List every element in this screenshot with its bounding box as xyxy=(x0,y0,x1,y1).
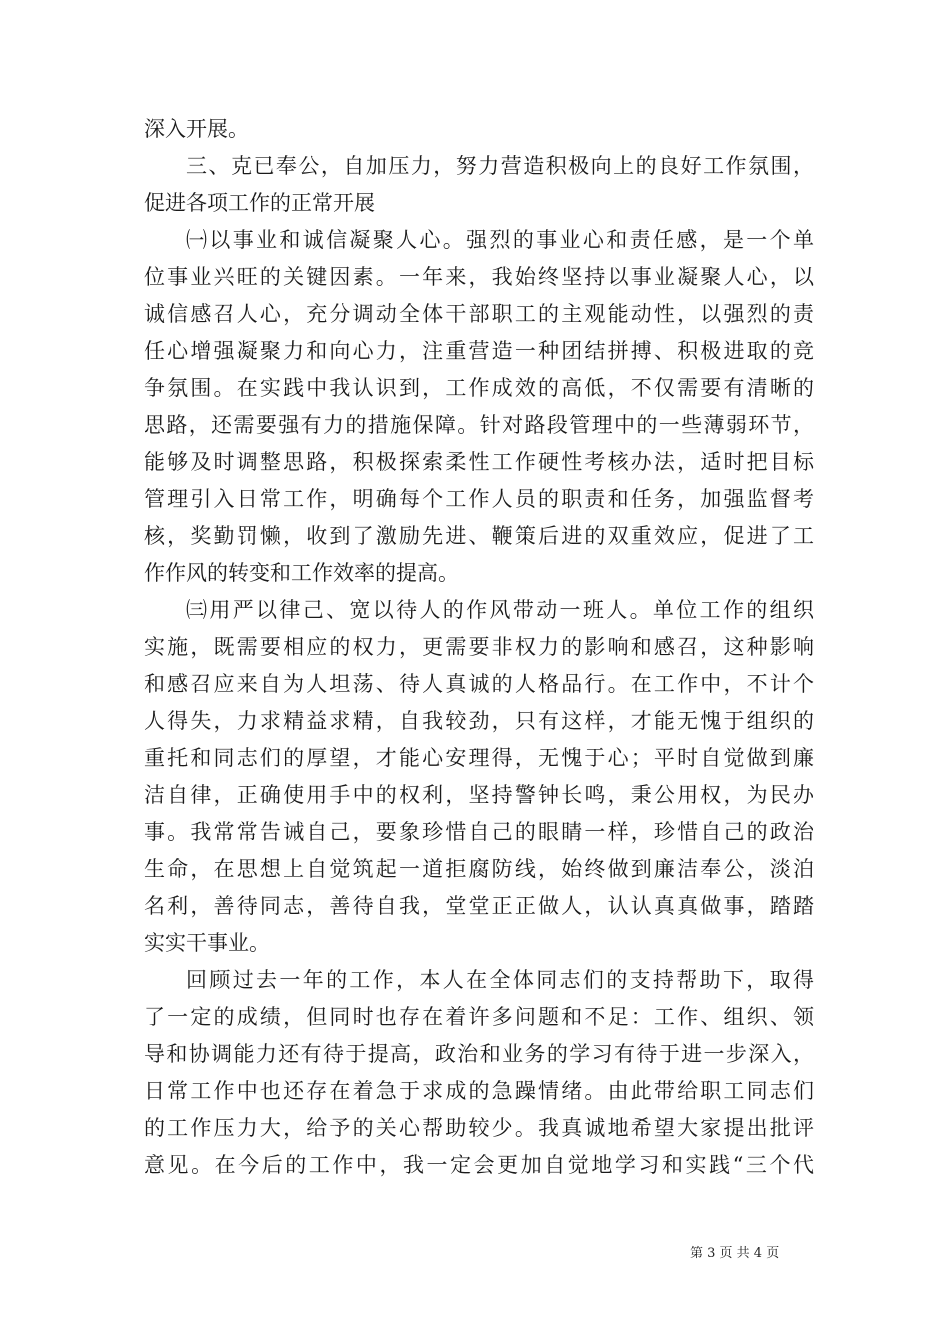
text-line: 作作风的转变和工作效率的提高。 xyxy=(144,561,459,585)
text-line: 日常工作中也还存在着急于求成的急躁情绪。由此带给职工同志们 xyxy=(144,1079,814,1103)
text-line: 事。我常常告诫自己，要象珍惜自己的眼睛一样，珍惜自己的政治 xyxy=(144,820,814,844)
text-line: 深入开展。 xyxy=(144,117,249,141)
text-line: 核，奖勤罚懒，收到了激励先进、鞭策后进的双重效应，促进了工 xyxy=(144,524,814,548)
text-line: 任心增强凝聚力和向心力，注重营造一种团结拼搏、积极进取的竞 xyxy=(144,339,814,363)
text-line: ㈠以事业和诚信凝聚人心。强烈的事业心和责任感，是一个单 xyxy=(186,228,814,252)
text-line: 生命，在思想上自觉筑起一道拒腐防线，始终做到廉洁奉公，淡泊 xyxy=(144,857,814,881)
text-line: 名利，善待同志，善待自我，堂堂正正做人，认认真真做事，踏踏 xyxy=(144,894,814,918)
text-line: 人得失，力求精益求精，自我较劲，只有这样，才能无愧于组织的 xyxy=(144,709,814,733)
text-line: 洁自律，正确使用手中的权利，坚持警钟长鸣，秉公用权，为民办 xyxy=(144,783,814,807)
text-line: 思路，还需要强有力的措施保障。针对路段管理中的一些薄弱环节， xyxy=(144,413,814,437)
body-text xyxy=(144,111,814,1184)
page-number: 第 3 页 共 4 页 xyxy=(690,1246,780,1261)
text-line: 促进各项工作的正常开展 xyxy=(144,191,375,215)
text-line: 了一定的成绩，但同时也存在着许多问题和不足：工作、组织、领 xyxy=(144,1005,814,1029)
text-line: 三、克已奉公，自加压力，努力营造积极向上的良好工作氛围， xyxy=(186,154,814,178)
text-line: 位事业兴旺的关键因素。一年来，我始终坚持以事业凝聚人心，以 xyxy=(144,265,814,289)
text-line: 诚信感召人心，充分调动全体干部职工的主观能动性，以强烈的责 xyxy=(144,302,814,326)
text-line: 和感召应来自为人坦荡、待人真诚的人格品行。在工作中，不计个 xyxy=(144,672,814,696)
text-line: 导和协调能力还有待于提高，政治和业务的学习有待于进一步深入， xyxy=(144,1042,814,1066)
text-line: ㈢用严以律己、宽以待人的作风带动一班人。单位工作的组织 xyxy=(186,598,814,622)
text-line: 管理引入日常工作，明确每个工作人员的职责和任务，加强监督考 xyxy=(144,487,814,511)
text-line: 回顾过去一年的工作，本人在全体同志们的支持帮助下，取得 xyxy=(186,968,814,992)
text-line: 实实干事业。 xyxy=(144,931,270,955)
text-line: 实施，既需要相应的权力，更需要非权力的影响和感召，这种影响 xyxy=(144,635,814,659)
text-line: 争氛围。在实践中我认识到，工作成效的高低，不仅需要有清晰的 xyxy=(144,376,814,400)
text-line: 意见。在今后的工作中，我一定会更加自觉地学习和实践“三个代 xyxy=(144,1153,814,1177)
text-line: 能够及时调整思路，积极探索柔性工作硬性考核办法，适时把目标 xyxy=(144,450,814,474)
text-line: 的工作压力大，给予的关心帮助较少。我真诚地希望大家提出批评 xyxy=(144,1116,814,1140)
text-line: 重托和同志们的厚望，才能心安理得，无愧于心；平时自觉做到廉 xyxy=(144,746,814,770)
